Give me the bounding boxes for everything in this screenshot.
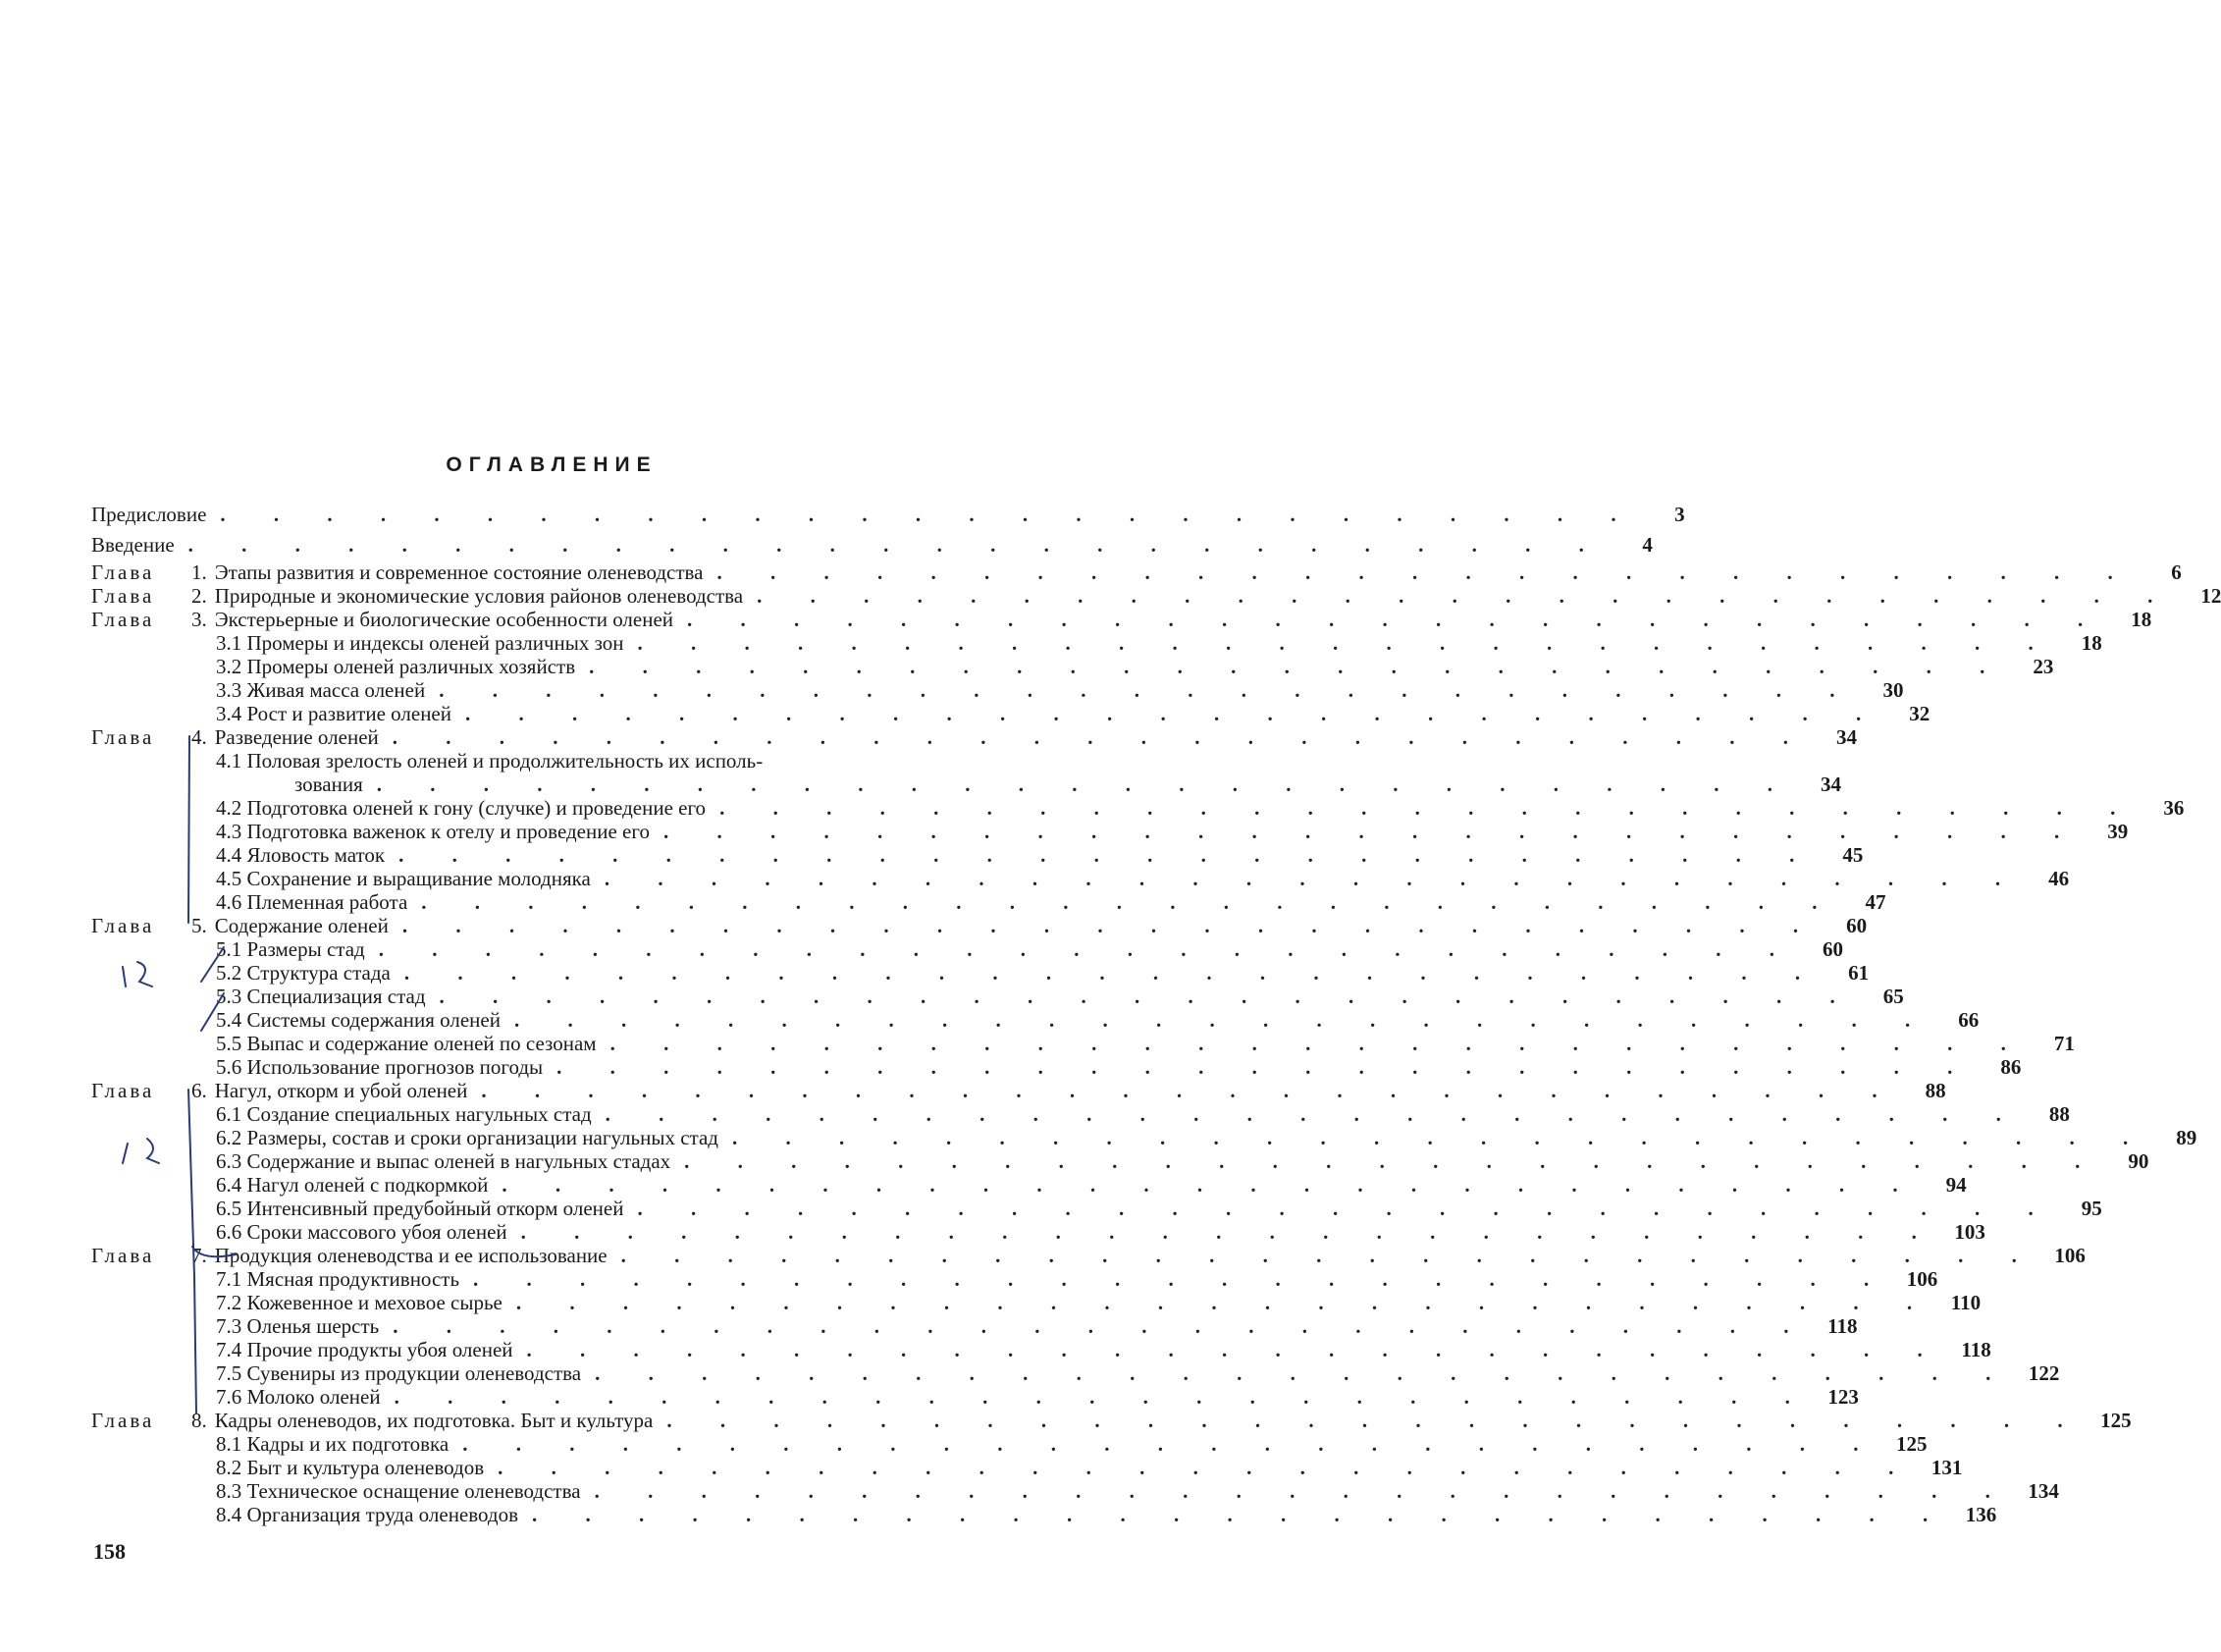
dot-leader: . . . . . . . . . . . . . . . . . . . . . . . . . . .	[595, 1361, 2013, 1385]
toc-entry-chapter	[91, 560, 2182, 584]
toc-entry-section	[91, 820, 2129, 843]
entry-page: 39	[2107, 820, 2129, 843]
chapter-number: 6.	[191, 1079, 207, 1102]
dot-leader: . . . . . . . . . . . . . . . . . . . . . . . . . . .	[502, 1173, 1920, 1197]
entry-title: Экстерьерные и биологические особенности оленей	[214, 608, 674, 631]
dot-leader: . . . . . . . . . . . . . . . . . . . . . . . . . . .	[684, 1149, 2102, 1173]
toc-entry-section	[91, 961, 1870, 985]
chapter-label: Глава	[91, 1409, 155, 1432]
toc-entry-section	[91, 749, 935, 773]
entry-title: 8.4 Организация труда оленеводов	[216, 1503, 519, 1526]
dot-leader: . . . . . . . . . . . . . . . . . . . . . . . . . . .	[719, 796, 2138, 820]
entry-page: 3	[1674, 503, 1685, 526]
entry-page: 71	[2053, 1032, 2075, 1055]
dot-leader: . . . . . . . . . . . . . . . . . . . . . . . . . . .	[637, 1197, 2055, 1220]
entry-page: 106	[2054, 1244, 2086, 1267]
entry-title: Разведение оленей	[214, 725, 379, 749]
entry-page: 46	[2048, 867, 2070, 890]
toc-entry-section	[91, 1149, 2149, 1173]
dot-leader: . . . . . . . . . . . . . . . . . . . . . . . . . . .	[473, 1267, 1891, 1291]
entry-page: 12	[2200, 584, 2221, 608]
chapter-number: 2.	[191, 584, 207, 608]
entry-title: Введение	[91, 533, 175, 557]
entry-page: 18	[2131, 608, 2152, 631]
entry-title: 3.2 Промеры оленей различных хозяйств	[216, 655, 576, 678]
entry-title: 5.5 Выпас и содержание оленей по сезонам	[216, 1032, 597, 1055]
entry-title: 8.1 Кадры и их подготовка	[216, 1432, 449, 1456]
chapter-number: 7.	[191, 1244, 207, 1267]
entry-page: 110	[1950, 1291, 1982, 1314]
entry-title: 4.4 Яловость маток	[216, 843, 386, 867]
entry-page: 94	[1945, 1173, 1967, 1197]
chapter-number: 8.	[191, 1409, 207, 1432]
entry-title: Кадры оленеводов, их подготовка. Быт и культура	[214, 1409, 654, 1432]
dot-leader: . . . . . . . . . . . . . . . . . . . . . . . . . . .	[515, 1291, 1934, 1314]
dot-leader: . . . . . . . . . . . . . . . . . . . . . . . . . . .	[513, 1008, 1932, 1032]
entry-title: 8.3 Техническое оснащение оленеводства	[216, 1479, 581, 1503]
dot-leader: . . . . . . . . . . . . . . . . . . . . . . . . . . .	[757, 584, 2175, 608]
entry-title: 3.1 Промеры и индексы оленей различных зон	[216, 631, 624, 655]
toc-entry-cont	[91, 773, 1842, 796]
entry-page: 125	[2100, 1409, 2132, 1432]
chapter-label: Глава	[91, 1079, 155, 1102]
entry-page: 34	[1836, 725, 1858, 749]
dot-leader: . . . . . . . . . . . . . . . . . . . . . . . . . . .	[187, 533, 1606, 557]
toc-entry-section	[91, 631, 2102, 655]
toc-entry-section	[91, 985, 1904, 1008]
chapter-label: Глава	[91, 584, 155, 608]
entry-title: 5.6 Использование прогнозов погоды	[216, 1055, 544, 1079]
entry-title: 6.3 Содержание и выпас оленей в нагульных стадах	[216, 1149, 671, 1173]
entry-title: зования	[294, 773, 363, 796]
entry-page: 90	[2128, 1149, 2149, 1173]
entry-title: 7.6 Молоко оленей	[216, 1385, 381, 1409]
entry-title: 5.1 Размеры стад	[216, 937, 365, 961]
toc-entry-chapter	[91, 914, 1868, 937]
dot-leader: . . . . . . . . . . . . . . . . . . . . . . . . . . .	[604, 867, 2023, 890]
entry-title: 4.6 Племенная работа	[216, 890, 408, 914]
entry-title: 7.5 Сувениры из продукции оленеводства	[216, 1361, 582, 1385]
page-title: ОГЛАВЛЕНИЕ	[446, 453, 658, 476]
dot-leader: . . . . . . . . . . . . . . . . . . . . . . . . . . .	[393, 1314, 1811, 1338]
dot-leader: . . . . . . . . . . . . . . . . . . . . . . . . . . .	[220, 503, 1638, 526]
chapter-number: 3.	[191, 608, 207, 631]
dot-leader: . . . . . . . . . . . . . . . . . . . . . . . . . . .	[609, 1032, 2028, 1055]
dot-leader: . . . . . . . . . . . . . . . . . . . . . . . . . . .	[398, 843, 1817, 867]
entry-title: 7.2 Кожевенное и меховое сырье	[216, 1291, 502, 1314]
entry-title: 5.3 Специализация стад	[216, 985, 426, 1008]
toc-entry-section	[91, 1503, 1997, 1526]
entry-page: 18	[2081, 631, 2102, 655]
toc-entry-section	[91, 867, 2070, 890]
toc-entry-section	[91, 1385, 1859, 1409]
chapter-number: 1.	[191, 560, 207, 584]
entry-title: Нагул, откорм и убой оленей	[214, 1079, 468, 1102]
entry-title: 4.2 Подготовка оленей к гону (случке) и проведение его	[216, 796, 707, 820]
entry-page: 6	[2171, 560, 2182, 584]
chapter-label: Глава	[91, 725, 155, 749]
entry-page: 36	[2163, 796, 2185, 820]
toc-entry-front	[91, 530, 1653, 560]
chapter-label: Глава	[91, 1244, 155, 1267]
entry-page: 131	[1930, 1456, 1963, 1479]
dot-leader: . . . . . . . . . . . . . . . . . . . . . . . . . . .	[666, 1409, 2085, 1432]
entry-title: 4.5 Сохранение и выращивание молодняка	[216, 867, 591, 890]
entry-title: 5.4 Системы содержания оленей	[216, 1008, 501, 1032]
entry-page: 134	[2028, 1479, 2059, 1503]
chapter-label: Глава	[91, 608, 155, 631]
dot-leader: . . . . . . . . . . . . . . . . . . . . . . . . . . .	[605, 1102, 2023, 1126]
entry-page: 47	[1865, 890, 1886, 914]
dot-leader: . . . . . . . . . . . . . . . . . . . . . . . . . . .	[394, 1385, 1812, 1409]
entry-page: 95	[2081, 1197, 2102, 1220]
entry-title: Содержание оленей	[214, 914, 389, 937]
dot-leader: . . . . . . . . . . . . . . . . . . . . . . . . . . .	[465, 702, 1883, 725]
toc-entry-section	[91, 1197, 2102, 1220]
entry-page: 4	[1642, 533, 1653, 557]
entry-page: 88	[1925, 1079, 1946, 1102]
chapter-label: Глава	[91, 560, 155, 584]
dot-leader: . . . . . . . . . . . . . . . . . . . . . . . . . . .	[532, 1503, 1950, 1526]
entry-page: 34	[1821, 773, 1842, 796]
entry-title: 6.5 Интенсивный предубойный откорм оленей	[216, 1197, 624, 1220]
entry-page: 66	[1958, 1008, 1980, 1032]
toc-entry-section	[91, 937, 1843, 961]
toc-entry-section	[91, 1314, 1858, 1338]
entry-title: 6.1 Создание специальных нагульных стад	[216, 1102, 592, 1126]
dot-leader: . . . . . . . . . . . . . . . . . . . . . . . . . . .	[520, 1220, 1938, 1244]
chapter-number: 5.	[191, 914, 207, 937]
entry-title: 6.4 Нагул оленей с подкормкой	[216, 1173, 489, 1197]
toc-entry-chapter	[91, 1409, 2132, 1432]
dot-leader: . . . . . . . . . . . . . . . . . . . . . . . . . . .	[403, 961, 1823, 985]
entry-title: 3.3 Живая масса оленей	[216, 678, 426, 702]
entry-title: 3.4 Рост и развитие оленей	[216, 702, 451, 725]
toc-entry-chapter	[91, 608, 2152, 631]
toc-entry-chapter	[91, 1079, 1946, 1102]
entry-title: 7.3 Оленья шерсть	[216, 1314, 380, 1338]
toc-entry-front	[91, 500, 1685, 530]
toc-entry-chapter	[91, 725, 1858, 749]
chapter-number: 4.	[191, 725, 207, 749]
toc-entry-section	[91, 1032, 2075, 1055]
toc-entry-chapter	[91, 584, 2221, 608]
dot-leader: . . . . . . . . . . . . . . . . . . . . . . . . . . .	[439, 985, 1857, 1008]
toc-entry-section	[91, 1102, 2070, 1126]
entry-page: 123	[1827, 1385, 1859, 1409]
toc-entry-section	[91, 1479, 2059, 1503]
entry-title: 6.6 Сроки массового убоя оленей	[216, 1220, 507, 1244]
dot-leader: . . . . . . . . . . . . . . . . . . . . . . . . . . .	[716, 560, 2135, 584]
toc-entry-section	[91, 655, 2054, 678]
dot-leader: . . . . . . . . . . . . . . . . . . . . . . . . . . .	[462, 1432, 1880, 1456]
entry-title: Предисловие	[91, 503, 207, 526]
dot-leader: . . . . . . . . . . . . . . . . . . . . . . . . . . .	[401, 914, 1821, 937]
entry-page: 32	[1909, 702, 1930, 725]
entry-title: 7.1 Мясная продуктивность	[216, 1267, 460, 1291]
dot-leader: . . . . . . . . . . . . . . . . . . . . . . . . . . .	[662, 820, 2082, 843]
entry-page: 125	[1895, 1432, 1928, 1456]
entry-page: 136	[1965, 1503, 1997, 1526]
entry-page: 86	[2000, 1055, 2022, 1079]
toc-entry-chapter	[91, 1244, 2086, 1267]
dot-leader: . . . . . . . . . . . . . . . . . . . . . . . . . . .	[620, 1244, 2038, 1267]
entry-page: 30	[1882, 678, 1904, 702]
toc-entry-section	[91, 1338, 1991, 1361]
toc-entry-section	[91, 1291, 1982, 1314]
entry-title: Продукция оленеводства и ее использование	[214, 1244, 608, 1267]
entry-page: 23	[2033, 655, 2054, 678]
toc-entry-section	[91, 890, 1886, 914]
entry-page: 89	[2176, 1126, 2197, 1149]
dot-leader: . . . . . . . . . . . . . . . . . . . . . . . . . . .	[378, 937, 1796, 961]
entry-title: Этапы развития и современное состояние оленеводства	[214, 560, 704, 584]
entry-title: 8.2 Быт и культура оленеводов	[216, 1456, 485, 1479]
entry-page: 65	[1882, 985, 1904, 1008]
dot-leader: . . . . . . . . . . . . . . . . . . . . . . . . . . .	[421, 890, 1839, 914]
entry-title: 4.1 Половая зрелость оленей и продолжительность их исполь-	[216, 749, 764, 773]
toc-entry-section	[91, 1126, 2197, 1149]
dot-leader: . . . . . . . . . . . . . . . . . . . . . . . . . . .	[589, 655, 2007, 678]
dot-leader: . . . . . . . . . . . . . . . . . . . . . . . . . . .	[498, 1456, 1916, 1479]
entry-page: 106	[1906, 1267, 1938, 1291]
toc-entry-section	[91, 796, 2185, 820]
chapter-label: Глава	[91, 914, 155, 937]
page-number: 158	[93, 1539, 126, 1564]
entry-page: 118	[1961, 1338, 1991, 1361]
entry-page: 60	[1822, 937, 1843, 961]
dot-leader: . . . . . . . . . . . . . . . . . . . . . . . . . . .	[481, 1079, 1899, 1102]
entry-title: 7.4 Прочие продукты убоя оленей	[216, 1338, 513, 1361]
toc-entry-section	[91, 678, 1904, 702]
entry-page: 45	[1842, 843, 1864, 867]
toc-entry-section	[91, 1008, 1980, 1032]
entry-title: Природные и экономические условия районов оленеводства	[214, 584, 744, 608]
dot-leader: . . . . . . . . . . . . . . . . . . . . . . . . . . .	[687, 608, 2105, 631]
entry-page: 103	[1954, 1220, 1985, 1244]
toc-entry-section	[91, 702, 1930, 725]
entry-title: 4.3 Подготовка важенок к отелу и проведение его	[216, 820, 650, 843]
toc-entry-section	[91, 1220, 1985, 1244]
entry-title: 6.2 Размеры, состав и сроки организации нагульных стад	[216, 1126, 718, 1149]
entry-page: 88	[2048, 1102, 2070, 1126]
toc-entry-section	[91, 1173, 1967, 1197]
entry-page: 118	[1827, 1314, 1858, 1338]
toc-entry-section	[91, 1361, 2060, 1385]
toc-entry-section	[91, 1456, 1963, 1479]
dot-leader: . . . . . . . . . . . . . . . . . . . . . . . . . . .	[526, 1338, 1944, 1361]
dot-leader: . . . . . . . . . . . . . . . . . . . . . . . . . . .	[731, 1126, 2150, 1149]
entry-page: 60	[1846, 914, 1868, 937]
dot-leader: . . . . . . . . . . . . . . . . . . . . . . . . . . .	[594, 1479, 2012, 1503]
dot-leader: . . . . . . . . . . . . . . . . . . . . . . . . . . .	[392, 725, 1811, 749]
dot-leader: . . . . . . . . . . . . . . . . . . . . . . . . . . .	[556, 1055, 1975, 1079]
toc-entry-section	[91, 843, 1864, 867]
entry-title: 5.2 Структура стада	[216, 961, 391, 985]
table-of-contents	[91, 500, 2221, 1526]
toc-entry-section	[91, 1432, 1928, 1456]
entry-page: 61	[1848, 961, 1870, 985]
dot-leader: . . . . . . . . . . . . . . . . . . . . . . . . . . .	[637, 631, 2055, 655]
toc-entry-section	[91, 1267, 1938, 1291]
toc-entry-section	[91, 1055, 2022, 1079]
entry-page: 122	[2028, 1361, 2060, 1385]
dot-leader: . . . . . . . . . . . . . . . . . . . . . . . . . . .	[439, 678, 1857, 702]
dot-leader: . . . . . . . . . . . . . . . . . . . . . . . . . . .	[376, 773, 1795, 796]
